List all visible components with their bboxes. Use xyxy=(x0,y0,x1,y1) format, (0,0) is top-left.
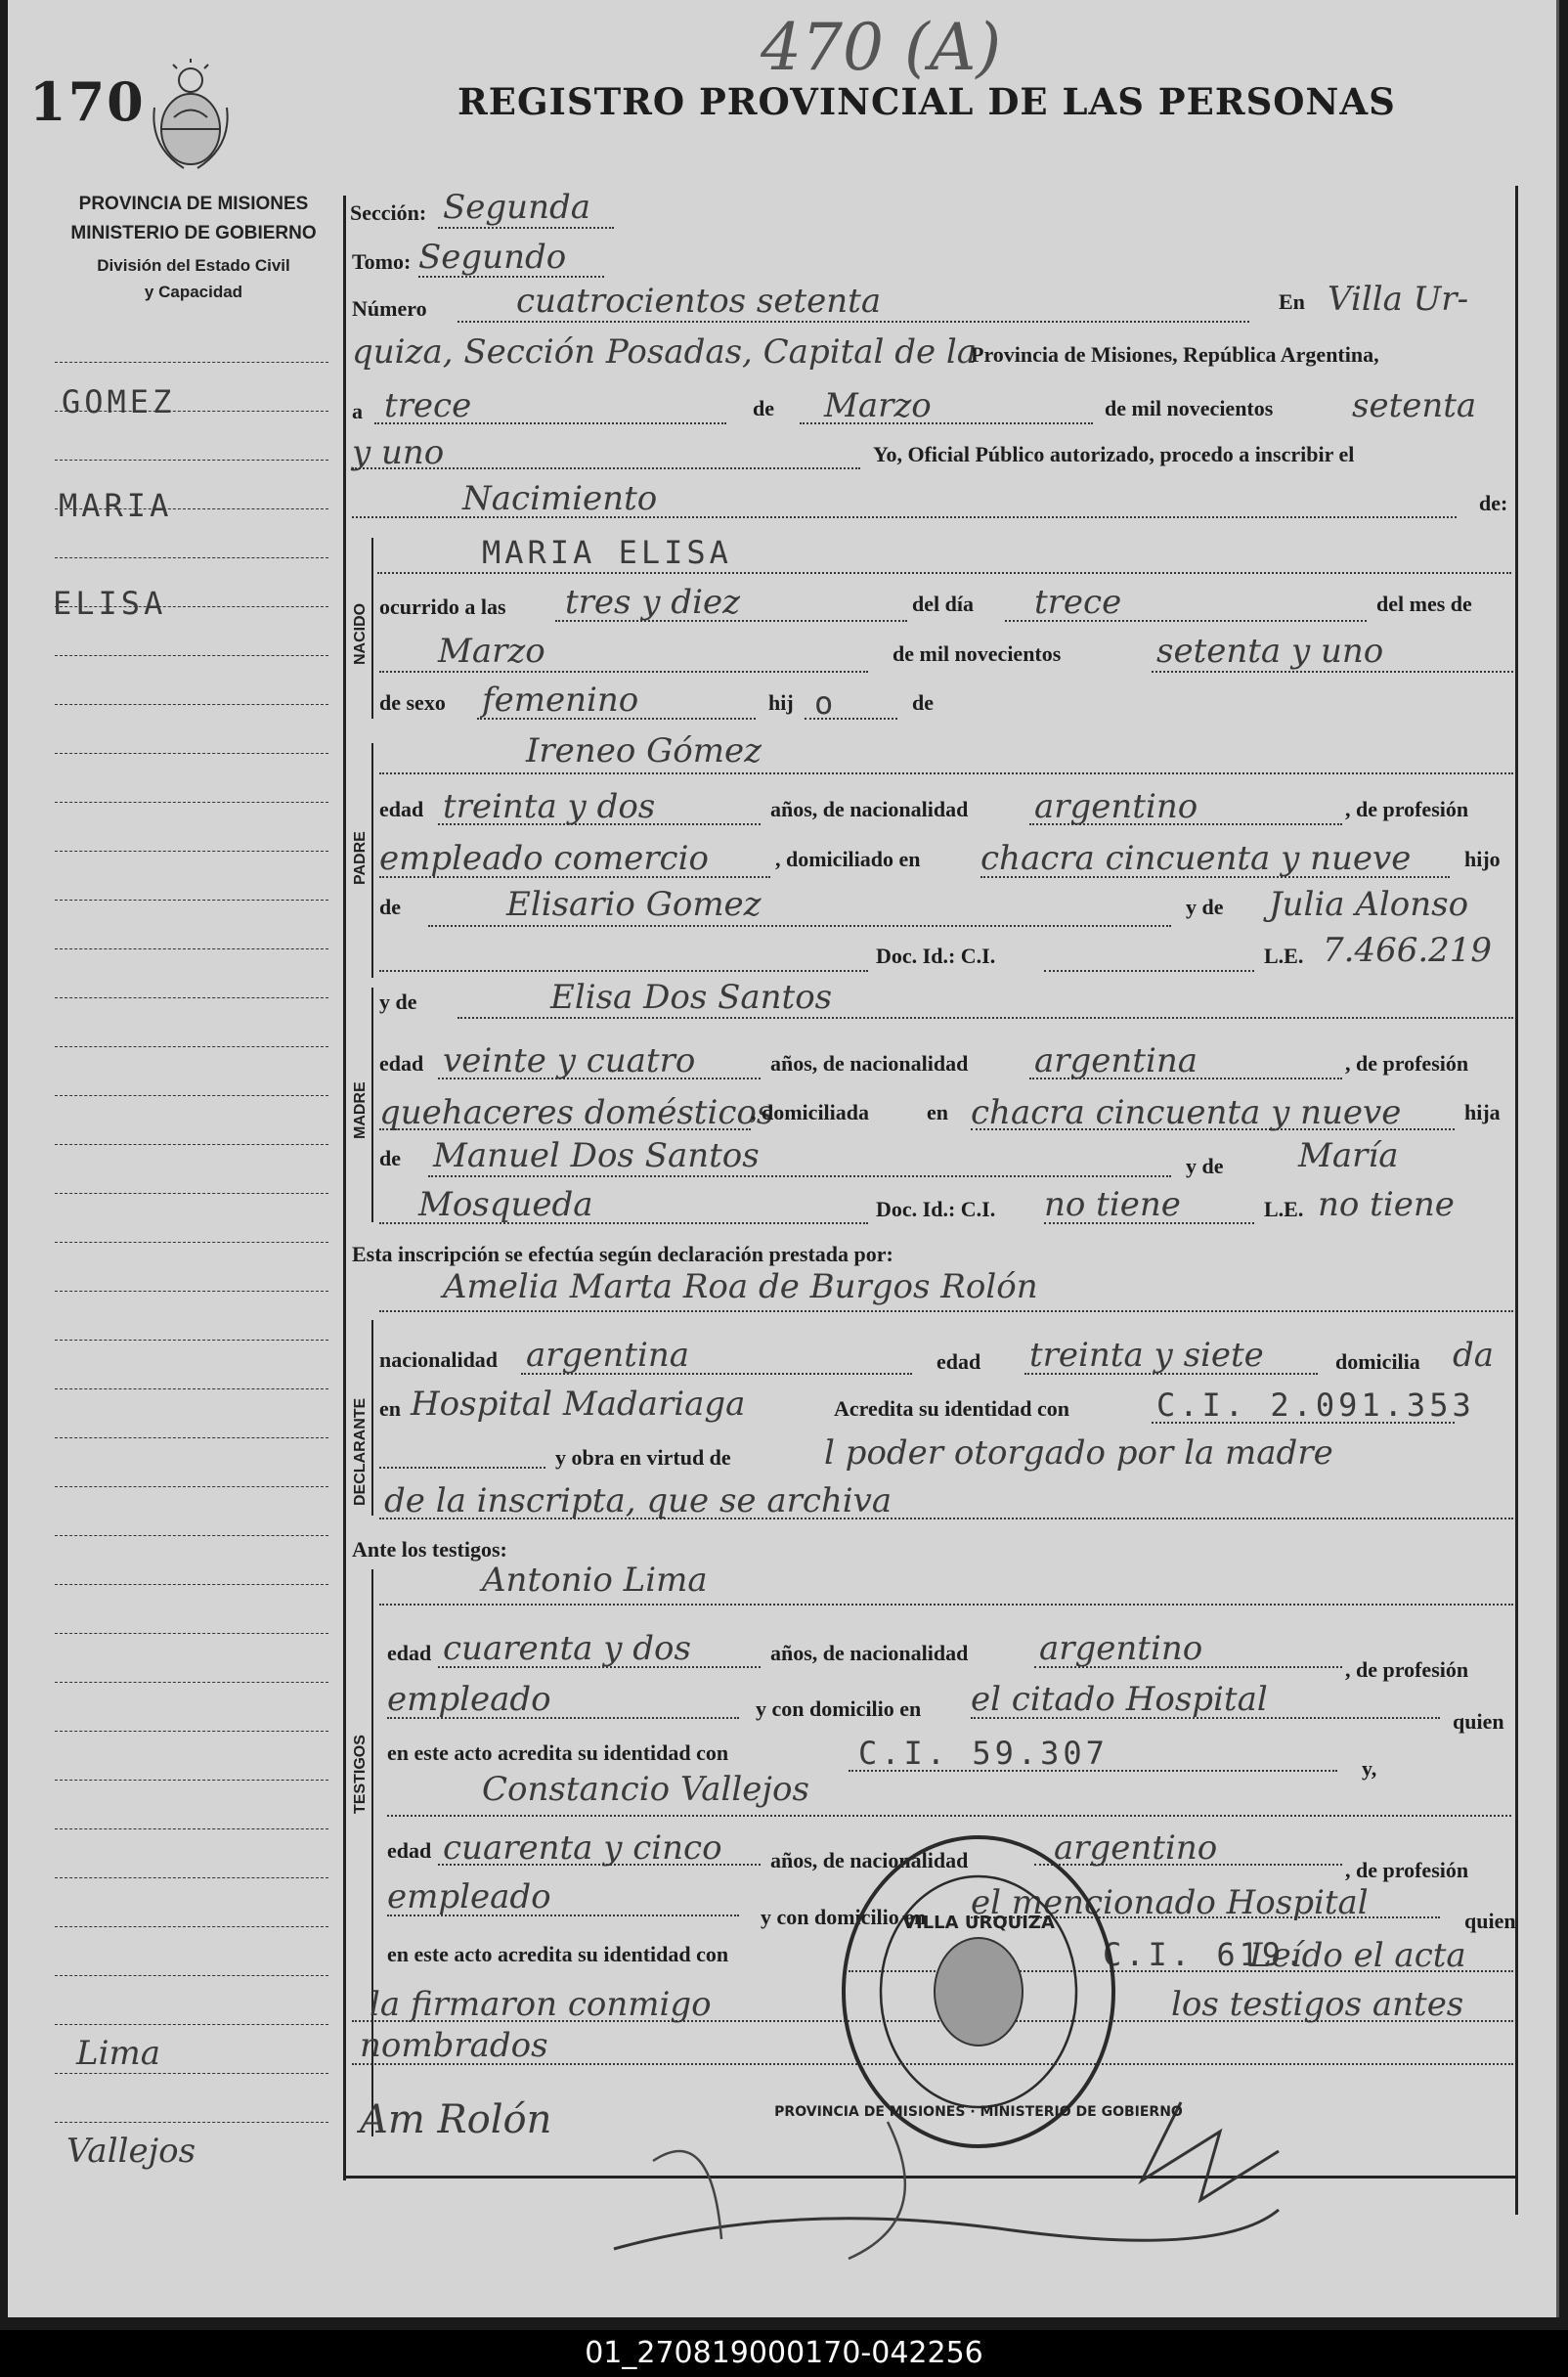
padre-y-de-label: y de xyxy=(1186,895,1224,919)
padre-le-label: L.E. xyxy=(1264,944,1304,968)
document-title: REGISTRO PROVINCIAL DE LAS PERSONAS xyxy=(457,80,1396,123)
year-prefix: de mil novecientos xyxy=(1105,396,1274,420)
padre-padre-name: Elisario Gomez xyxy=(506,885,762,924)
declarante-virtud: l poder otorgado por la madre xyxy=(824,1433,1333,1473)
seccion-label: Sección: xyxy=(350,200,427,225)
padre-madre-name: Julia Alonso xyxy=(1269,885,1469,924)
madre-hija-label: hija xyxy=(1464,1100,1501,1124)
sexo-value: femenino xyxy=(482,681,639,720)
declarante-edad-label: edad xyxy=(936,1349,981,1374)
de-colon: de: xyxy=(1479,491,1508,515)
declarante-domicilio: Hospital Madariaga xyxy=(411,1385,746,1424)
testigo-2-quien-label: quien xyxy=(1464,1909,1516,1933)
madre-edad-label: edad xyxy=(379,1051,424,1076)
madre-ci-value: no tiene xyxy=(1044,1185,1181,1224)
testigo-2-anos-label: años, de nacionalidad xyxy=(770,1848,969,1872)
madre-domicilio: chacra cincuenta y nueve xyxy=(971,1093,1402,1132)
national-coat-of-arms-icon xyxy=(145,59,238,176)
inscripcion-text: Esta inscripción se efectúa según declaración prestada por: xyxy=(352,1242,893,1266)
birth-day: trece xyxy=(1034,583,1122,622)
testigo-1-profesion-label: , de profesión xyxy=(1345,1657,1469,1682)
margin-separator xyxy=(343,196,346,2180)
declarante-full-name: Amelia Marta Roa de Burgos Rolón xyxy=(443,1267,1038,1306)
margin-second-name: ELISA xyxy=(53,585,167,622)
padre-hijo-label: hijo xyxy=(1464,847,1501,871)
margin-witness-signature-1: Lima xyxy=(76,2034,160,2073)
padre-de-label: de xyxy=(379,895,401,919)
birth-month: Marzo xyxy=(438,632,545,671)
nacido-section-label: NACIDO xyxy=(352,602,369,665)
testigo-2-profesion: empleado xyxy=(387,1877,551,1916)
madre-madre-name: María xyxy=(1298,1136,1399,1175)
birth-year: setenta y uno xyxy=(1156,632,1384,671)
testigo-1-domicilio: el citado Hospital xyxy=(971,1680,1268,1719)
declarante-domicilia-label: domicilia xyxy=(1335,1349,1420,1374)
madre-anos-label: años, de nacionalidad xyxy=(770,1051,969,1076)
org-province: PROVINCIA DE MISIONES xyxy=(78,194,309,214)
testigo-1-identidad: C.I. 59.307 xyxy=(858,1735,1109,1772)
testigo-2-domicilio: el mencionado Hospital xyxy=(971,1883,1369,1922)
declarante-nacionalidad: argentina xyxy=(526,1336,690,1375)
ocurrido-label: ocurrido a las xyxy=(379,594,506,619)
madre-nacionalidad: argentina xyxy=(1034,1041,1198,1080)
tomo-label: Tomo: xyxy=(352,249,412,274)
madre-padre-name: Manuel Dos Santos xyxy=(433,1136,760,1175)
act-value: Nacimiento xyxy=(462,479,658,518)
testigo-2-domicilio-label: y con domicilio en xyxy=(761,1905,927,1929)
margin-first-name: MARIA xyxy=(59,487,173,524)
hij-value: o xyxy=(814,684,838,722)
closing-text-4: nombrados xyxy=(360,2026,548,2065)
padre-profesion: empleado comercio xyxy=(379,839,709,878)
year-value-2: y uno xyxy=(352,433,445,472)
del-mes-label: del mes de xyxy=(1376,592,1472,616)
declarante-domicilia-suffix: da xyxy=(1453,1336,1495,1375)
madre-doc-label: Doc. Id.: C.I. xyxy=(876,1197,996,1221)
del-dia-label: del día xyxy=(912,592,974,616)
madre-en-label: en xyxy=(927,1100,948,1124)
declarante-signature: Am Rolón xyxy=(360,2097,552,2142)
testigo-2-edad-label: edad xyxy=(387,1838,432,1863)
org-division: División del Estado Civil xyxy=(97,256,290,275)
en-label: En xyxy=(1279,289,1305,314)
declarante-acredita-label: Acredita su identidad con xyxy=(834,1396,1070,1421)
padre-doc-label: Doc. Id.: C.I. xyxy=(876,944,996,968)
testigo-2-profesion-label: , de profesión xyxy=(1345,1858,1469,1882)
officer-text: Yo, Oficial Público autorizado, procedo a inscribir el xyxy=(873,442,1355,466)
testigo-y-label: y, xyxy=(1362,1756,1377,1781)
testigo-2-name: Constancio Vallejos xyxy=(482,1770,809,1809)
testigo-2-acredita-label: en este acto acredita su identidad con xyxy=(387,1942,729,1966)
org-ministry: MINISTERIO DE GOBIERNO xyxy=(70,223,317,243)
declarante-nacionalidad-label: nacionalidad xyxy=(379,1347,499,1372)
register-page xyxy=(8,0,1559,2317)
margin-witness-signature-2: Vallejos xyxy=(66,2132,196,2171)
declarante-identidad: C.I. 2.091.353 xyxy=(1156,1387,1475,1424)
de-label-2: de xyxy=(912,690,934,715)
madre-edad: veinte y cuatro xyxy=(443,1041,696,1080)
madre-le-label: L.E. xyxy=(1264,1197,1304,1221)
declarante-en-label: en xyxy=(379,1396,401,1421)
madre-le-value: no tiene xyxy=(1318,1185,1455,1224)
testigo-1-domicilio-label: y con domicilio en xyxy=(756,1696,922,1721)
declarante-edad: treinta y siete xyxy=(1029,1336,1264,1375)
testigo-1-quien-label: quien xyxy=(1453,1709,1504,1734)
testigo-1-profesion: empleado xyxy=(387,1680,551,1719)
padre-le-value: 7.466.219 xyxy=(1323,931,1493,970)
testigo-1-name: Antonio Lima xyxy=(482,1561,708,1600)
sexo-label: de sexo xyxy=(379,690,446,715)
padre-profesion-label: , de profesión xyxy=(1345,797,1469,821)
padre-anos-label: años, de nacionalidad xyxy=(770,797,969,821)
madre-profesion-label: , de profesión xyxy=(1345,1051,1469,1076)
image-caption: 01_270819000170-042256 xyxy=(0,2330,1568,2377)
madre-profesion: quehaceres domésticos xyxy=(379,1093,774,1132)
place-value: quiza, Sección Posadas, Capital de la xyxy=(352,332,978,372)
month-value: Marzo xyxy=(824,386,932,425)
declarante-section-label: DECLARANTE xyxy=(352,1397,369,1506)
padre-domicilio: chacra cincuenta y nueve xyxy=(980,839,1412,878)
declarante-virtud-2: de la inscripta, que se archiva xyxy=(384,1481,893,1520)
closing-text-1: Leído el acta xyxy=(1249,1936,1466,1975)
child-name: MARIA ELISA xyxy=(482,534,732,571)
ante-testigos-label: Ante los testigos: xyxy=(352,1537,507,1562)
madre-y-de-label-2: y de xyxy=(1186,1154,1224,1178)
madre-section-label: MADRE xyxy=(352,1081,369,1139)
testigo-1-nacionalidad: argentino xyxy=(1039,1629,1203,1668)
testigo-1-edad: cuarenta y dos xyxy=(443,1629,691,1668)
stamp-center-text: VILLA URQUIZA xyxy=(902,1913,1055,1933)
padre-section-label: PADRE xyxy=(352,831,369,885)
seccion-value: Segunda xyxy=(443,188,591,227)
de-label: de xyxy=(753,396,774,420)
a-label: a xyxy=(352,399,363,423)
madre-madre-name-2: Mosqueda xyxy=(418,1185,593,1224)
testigo-2-nacionalidad: argentino xyxy=(1054,1828,1218,1868)
padre-nacionalidad: argentino xyxy=(1034,787,1198,826)
testigo-1-edad-label: edad xyxy=(387,1641,432,1665)
birth-year-prefix: de mil novecientos xyxy=(893,641,1062,666)
madre-y-de-label: y de xyxy=(379,990,417,1014)
closing-text-2: la firmaron conmigo xyxy=(370,1985,712,2024)
padre-edad: treinta y dos xyxy=(443,787,656,826)
day-value: trece xyxy=(384,386,472,425)
testigo-2-identidad: C.I. 619. xyxy=(1103,1936,1308,1973)
org-division-sub: y Capacidad xyxy=(144,283,243,301)
hour-value: tres y diez xyxy=(565,583,740,622)
closing-text-3: los testigos antes xyxy=(1171,1985,1464,2024)
year-value: setenta xyxy=(1352,386,1477,425)
declarante-virtud-label: y obra en virtud de xyxy=(555,1445,731,1470)
madre-domicilio-label: , domiciliada xyxy=(751,1100,870,1124)
handwritten-record-number: 470 (A) xyxy=(761,10,1002,85)
padre-domicilio-label: , domiciliado en xyxy=(775,847,921,871)
province-text: Provincia de Misiones, República Argentina, xyxy=(971,342,1379,367)
testigo-1-anos-label: años, de nacionalidad xyxy=(770,1641,969,1665)
en-value: Villa Ur- xyxy=(1328,280,1469,319)
testigo-2-edad: cuarenta y cinco xyxy=(443,1828,722,1868)
testigo-1-acredita-label: en este acto acredita su identidad con xyxy=(387,1740,729,1765)
testigos-section-label: TESTIGOS xyxy=(352,1735,369,1814)
tomo-value: Segundo xyxy=(418,238,567,277)
margin-surname: GOMEZ xyxy=(62,383,176,420)
numero-value: cuatrocientos setenta xyxy=(516,282,882,321)
madre-de-label: de xyxy=(379,1146,401,1170)
padre-name: Ireneo Gómez xyxy=(526,731,762,770)
hij-label: hij xyxy=(768,690,794,715)
stamp-ring-text: PROVINCIA DE MISIONES · MINISTERIO DE GOBIERNO xyxy=(774,2104,1183,2120)
madre-name: Elisa Dos Santos xyxy=(550,978,833,1017)
numero-label: Número xyxy=(352,296,427,321)
page-number: 170 xyxy=(29,70,146,133)
padre-edad-label: edad xyxy=(379,797,424,821)
